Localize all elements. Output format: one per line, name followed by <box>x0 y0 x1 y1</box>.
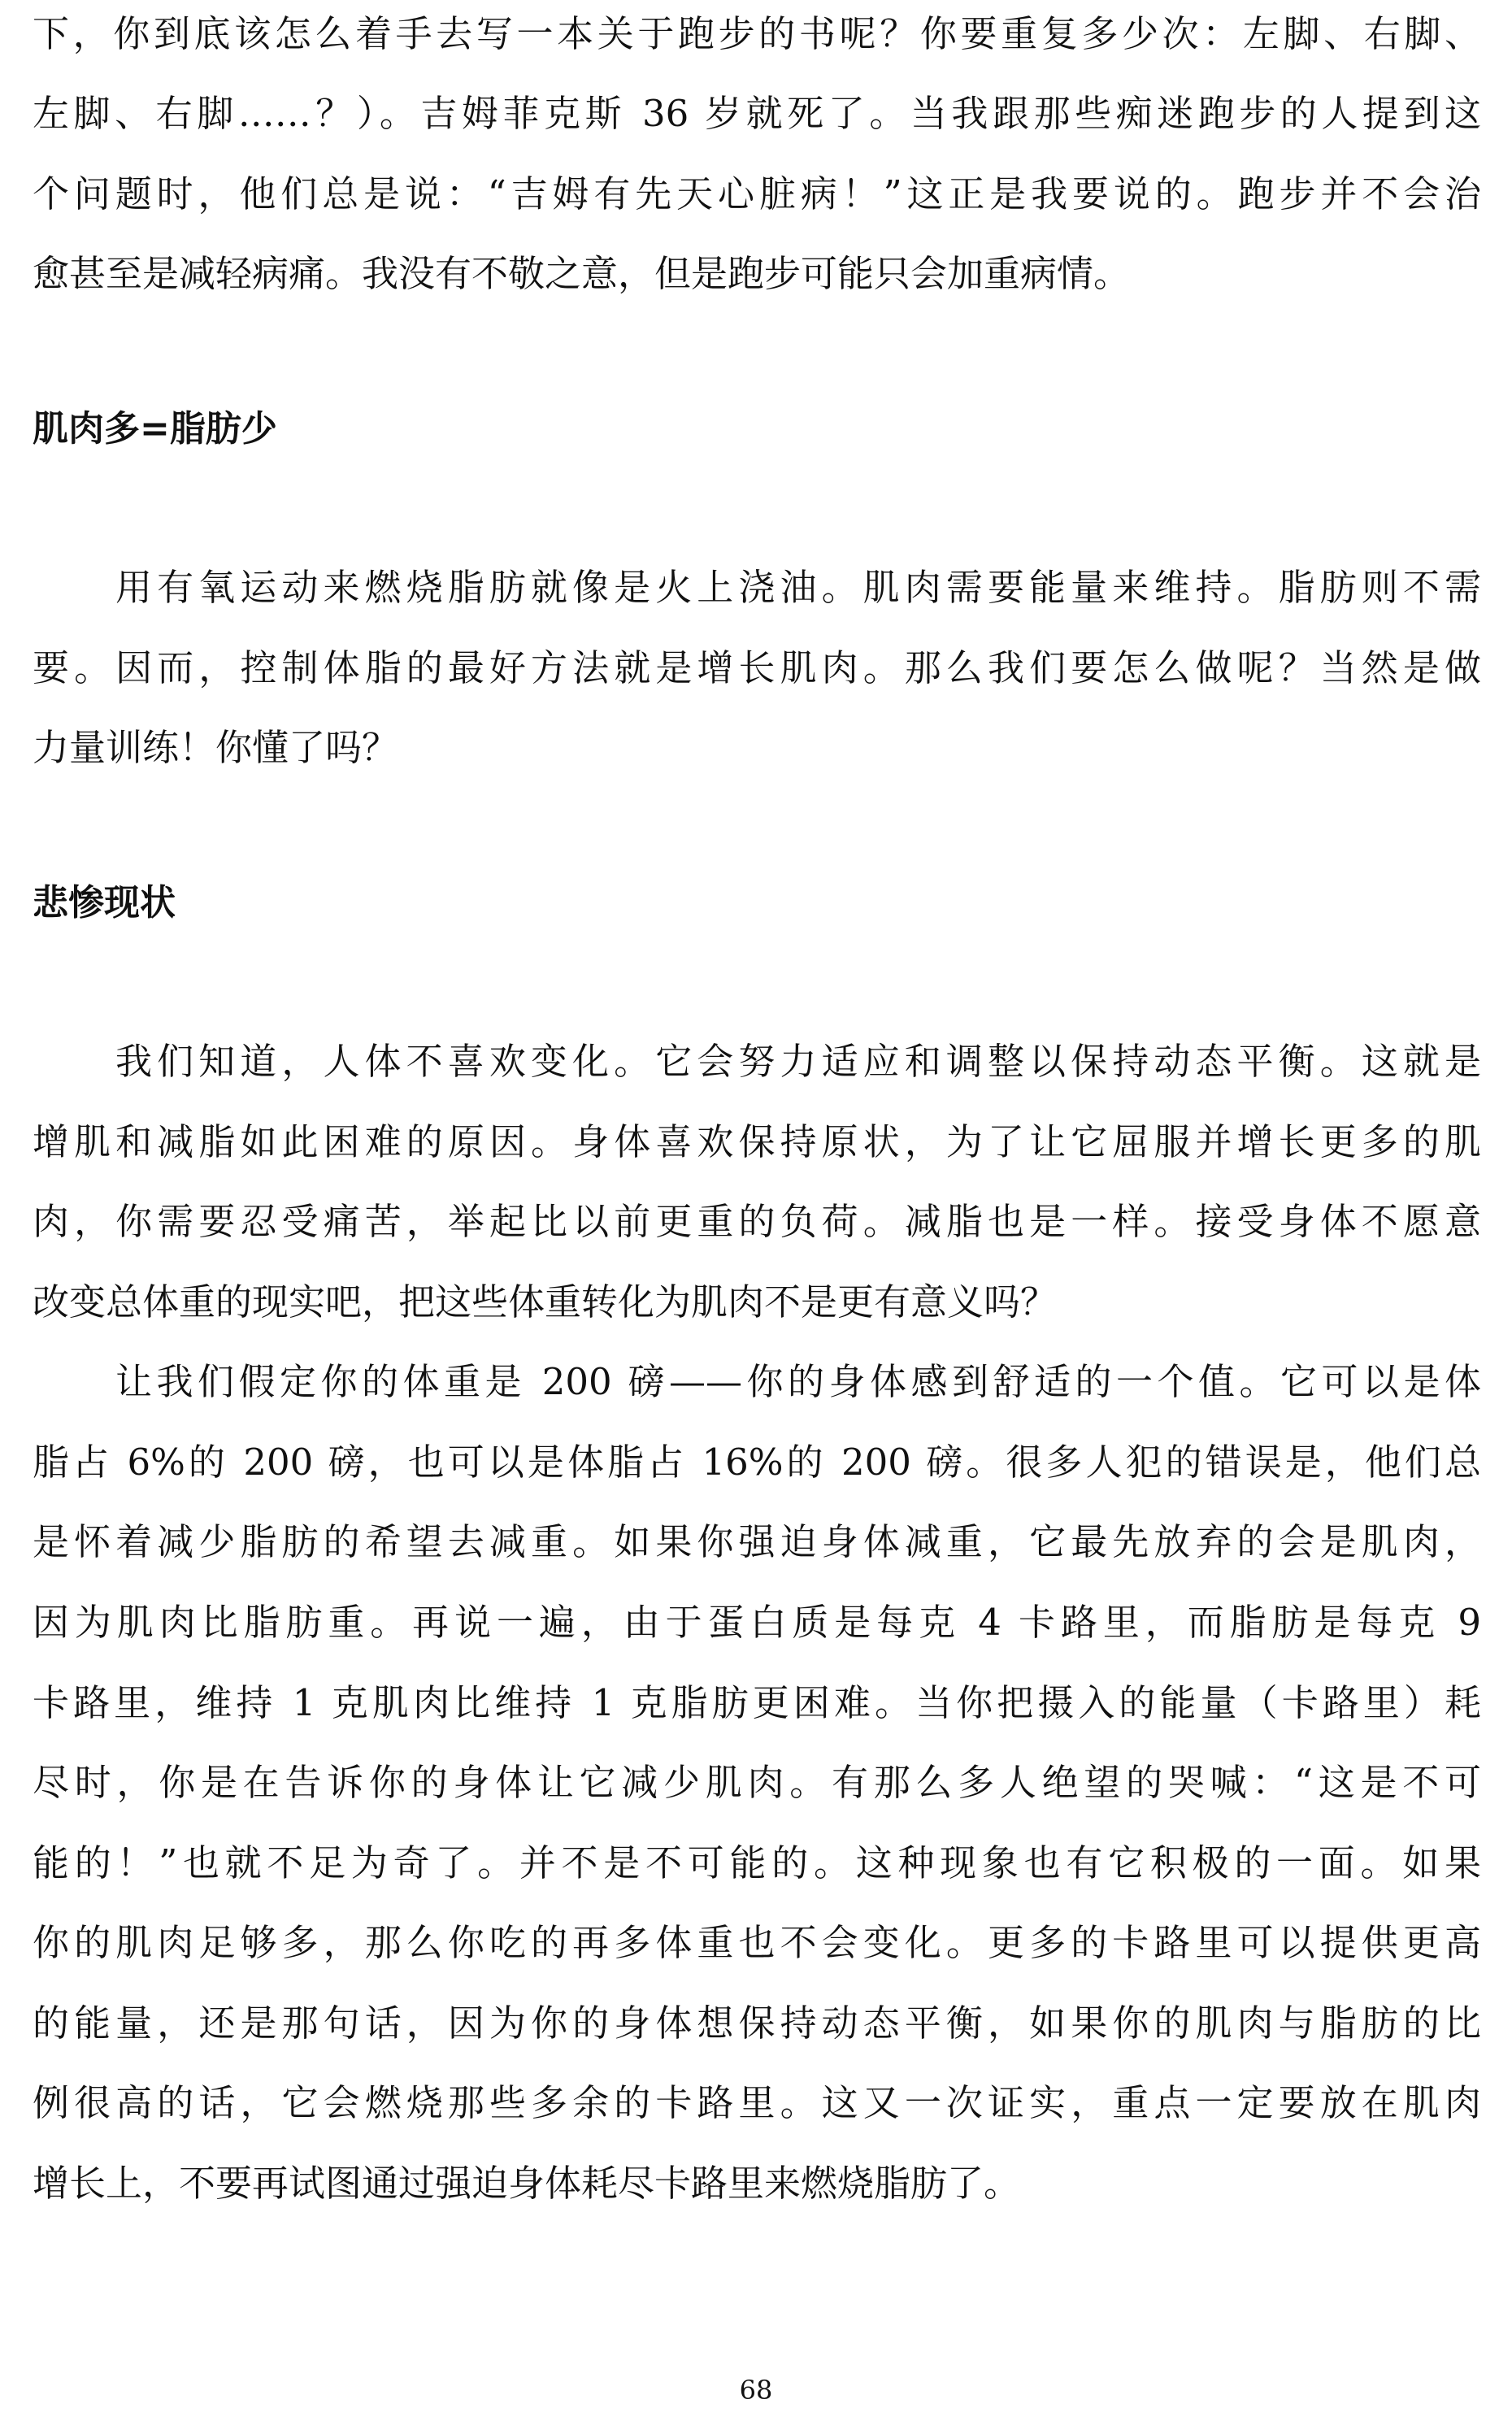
text-line: 尽时，你是在告诉你的身体让它减少肌肉。有那么多人绝望的哭喊：“这是不可 <box>33 1761 1481 1804</box>
text-line: 让我们假定你的体重是 200 磅——你的身体感到舒适的一个值。它可以是体 <box>115 1360 1481 1403</box>
page-number: 68 <box>739 2375 773 2406</box>
text-line: 是怀着减少脂肪的希望去减重。如果你强迫身体减重，它最先放弃的会是肌肉， <box>33 1520 1481 1563</box>
text-line: 愈甚至是减轻病痛。我没有不敬之意，但是跑步可能只会加重病情。 <box>33 252 1131 295</box>
text-line: 用有氧运动来燃烧脂肪就像是火上浇油。肌肉需要能量来维持。脂肪则不需 <box>115 566 1481 609</box>
text-line: 的能量，还是那句话，因为你的身体想保持动态平衡，如果你的肌肉与脂肪的比 <box>33 2002 1481 2045</box>
text-line: 增长上，不要再试图通过强迫身体耗尽卡路里来燃烧脂肪了。 <box>33 2162 1021 2205</box>
text-line: 能的！”也就不足为奇了。并不是不可能的。这种现象也有它积极的一面。如果 <box>33 1841 1481 1884</box>
text-line: 例很高的话，它会燃烧那些多余的卡路里。这又一次证实，重点一定要放在肌肉 <box>33 2081 1481 2124</box>
text-line: 个问题时，他们总是说：“吉姆有先天心脏病！”这正是我要说的。跑步并不会治 <box>33 172 1481 215</box>
section-heading-muscle-fat: 肌肉多=脂肪少 <box>33 408 277 450</box>
text-line: 你的肌肉足够多，那么你吃的再多体重也不会变化。更多的卡路里可以提供更高 <box>33 1921 1481 1964</box>
text-line: 要。因而，控制体脂的最好方法就是增长肌肉。那么我们要怎么做呢？当然是做 <box>33 646 1481 689</box>
text-line: 改变总体重的现实吧，把这些体重转化为肌肉不是更有意义吗？ <box>33 1280 1058 1323</box>
text-line: 我们知道，人体不喜欢变化。它会努力适应和调整以保持动态平衡。这就是 <box>115 1040 1481 1083</box>
text-line: 肉，你需要忍受痛苦，举起比以前更重的负荷。减脂也是一样。接受身体不愿意 <box>33 1200 1481 1243</box>
text-line: 增肌和减脂如此困难的原因。身体喜欢保持原状，为了让它屈服并增长更多的肌 <box>33 1120 1481 1163</box>
section-heading-grim-reality: 悲惨现状 <box>33 882 176 924</box>
text-line: 卡路里，维持 1 克肌肉比维持 1 克脂肪更困难。当你把摄入的能量（卡路里）耗 <box>33 1681 1481 1724</box>
text-line: 左脚、右脚……？）。吉姆菲克斯 36 岁就死了。当我跟那些痴迷跑步的人提到这 <box>33 92 1481 135</box>
text-line: 下，你到底该怎么着手去写一本关于跑步的书呢？你要重复多少次：左脚、右脚、 <box>33 12 1481 55</box>
text-line: 因为肌肉比脂肪重。再说一遍，由于蛋白质是每克 4 卡路里，而脂肪是每克 9 <box>33 1601 1481 1644</box>
text-line: 力量训练！你懂了吗？ <box>33 726 399 769</box>
text-line: 脂占 6%的 200 磅，也可以是体脂占 16%的 200 磅。很多人犯的错误是，他们总 <box>33 1441 1481 1484</box>
